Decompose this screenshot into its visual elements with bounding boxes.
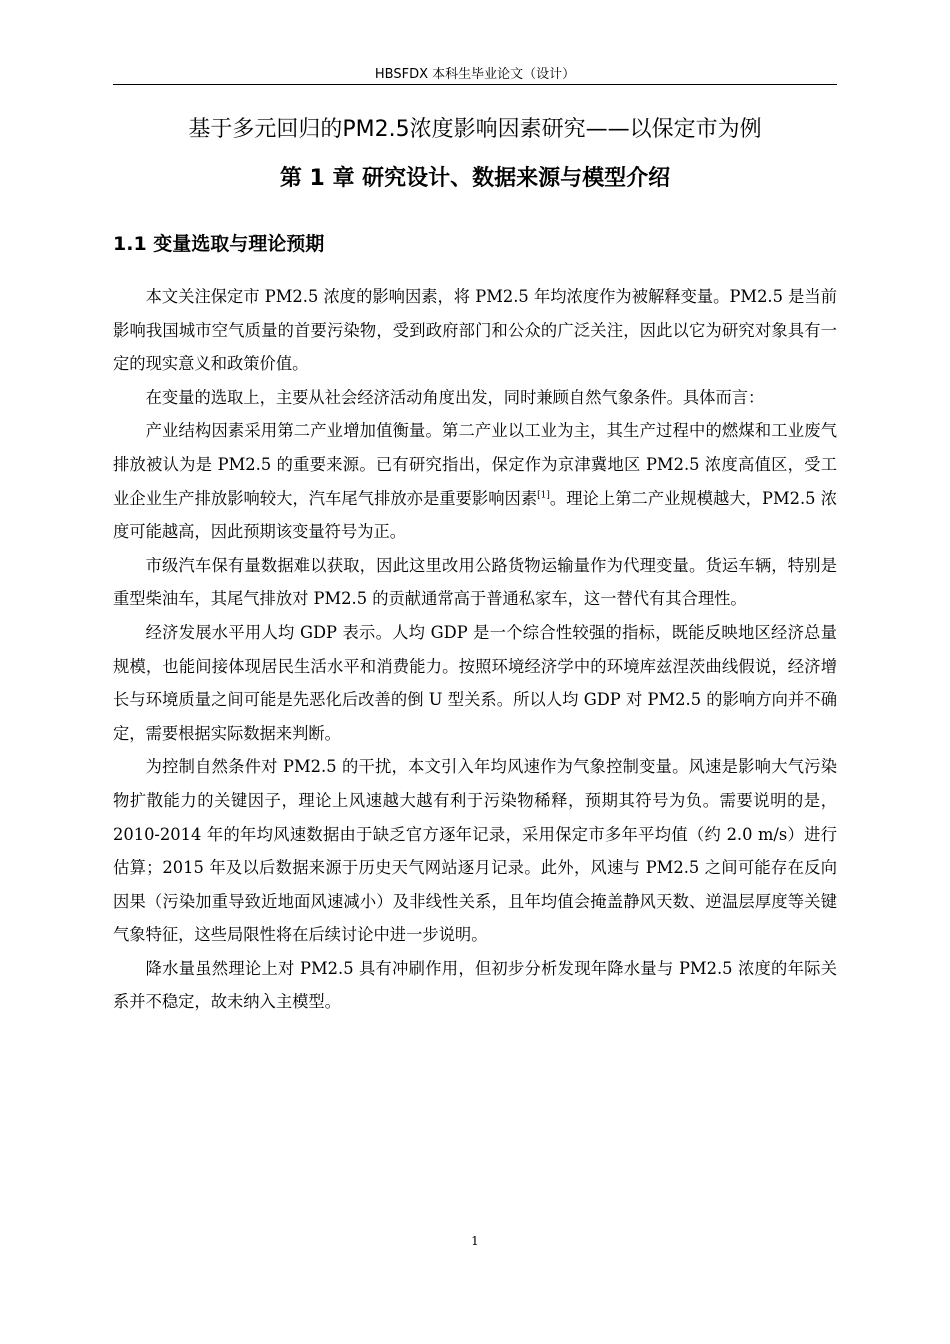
paragraph-dependent-variable: 本文关注保定市 PM2.5 浓度的影响因素，将 PM2.5 年均浓度作为被解释变量。PM2.5 是当前影响我国城市空气质量的首要污染物，受到政府部门和公众的广泛关注，因此以它为研究对象具有一定的现实意义和政策价值。 xyxy=(113,287,837,374)
paragraph-variable-selection: 在变量的选取上，主要从社会经济活动角度出发，同时兼顾自然气象条件。具体而言： xyxy=(145,387,765,407)
paragraph-text: 。理论上第二产业规模越大，PM2.5 浓度可能越高，因此预期该变量符号为正。 xyxy=(113,488,837,542)
paragraph-gdp-per-capita: 经济发展水平用人均 GDP 表示。人均 GDP 是一个综合性较强的指标，既能反映地区经济总量规模，也能间接体现居民生活水平和消费能力。按照环境经济学中的环境库兹涅茨曲线假说，经济增长与环境质量之间可能是先恶化后改善的倒 U 型关系。所以人均 GDP 对 PM2.5 的影响方向并不确定，需要根据实际数据来判断。 xyxy=(113,622,837,743)
citation-ref[interactable]: [1] xyxy=(537,490,550,501)
paragraph-text: 产业结构因素采用第二产业增加值衡量。第二产业以工业为主，其生产过程中的燃煤和工业废气排放被认为是 PM2.5 的重要来源。已有研究指出，保定作为京津冀地区 PM2.5 浓度高值区，受工业企业生产排放影响较大，汽车尾气排放亦是重要影响因素 xyxy=(113,421,837,508)
paragraph-precipitation: 降水量虽然理论上对 PM2.5 具有冲刷作用，但初步分析发现年降水量与 PM2.5 浓度的年际关系并不稳定，故未纳入主模型。 xyxy=(113,958,837,1012)
paragraph-freight-proxy: 市级汽车保有量数据难以获取，因此这里改用公路货物运输量作为代理变量。货运车辆，特别是重型柴油车，其尾气排放对 PM2.5 的贡献通常高于普通私家车，这一替代有其合理性。 xyxy=(113,555,837,609)
paper-title: 基于多元回归的PM2.5浓度影响因素研究——以保定市为例 xyxy=(188,117,762,142)
header-rule xyxy=(113,84,837,85)
page-number: 1 xyxy=(471,1234,479,1248)
section-title: 1.1 变量选取与理论预期 xyxy=(113,233,325,255)
running-header: HBSFDX 本科生毕业论文（设计） xyxy=(374,67,576,82)
paragraph-industrial-structure xyxy=(113,414,837,548)
chapter-title: 第 1 章 研究设计、数据来源与模型介绍 xyxy=(279,166,671,191)
paragraph-wind-speed: 为控制自然条件对 PM2.5 的干扰，本文引入年均风速作为气象控制变量。风速是影响大气污染物扩散能力的关键因子，理论上风速越大越有利于污染物稀释，预期其符号为负。需要说明的是，2010-2014 年的年均风速数据由于缺乏官方逐年记录，采用保定市多年平均值（约 2.0 m/s）进行估算；2015 年及以后数据来源于历史天气网站逐月记录。此外，风速与 PM2.5 之间可能存在反向因果（污染加重导致近地面风速减小）及非线性关系，且年均值会掩盖静风天数、逆温层厚度等关键气象特征，这些局限性将在后续讨论中进一步说明。 xyxy=(113,757,837,945)
body-text xyxy=(113,280,837,1019)
